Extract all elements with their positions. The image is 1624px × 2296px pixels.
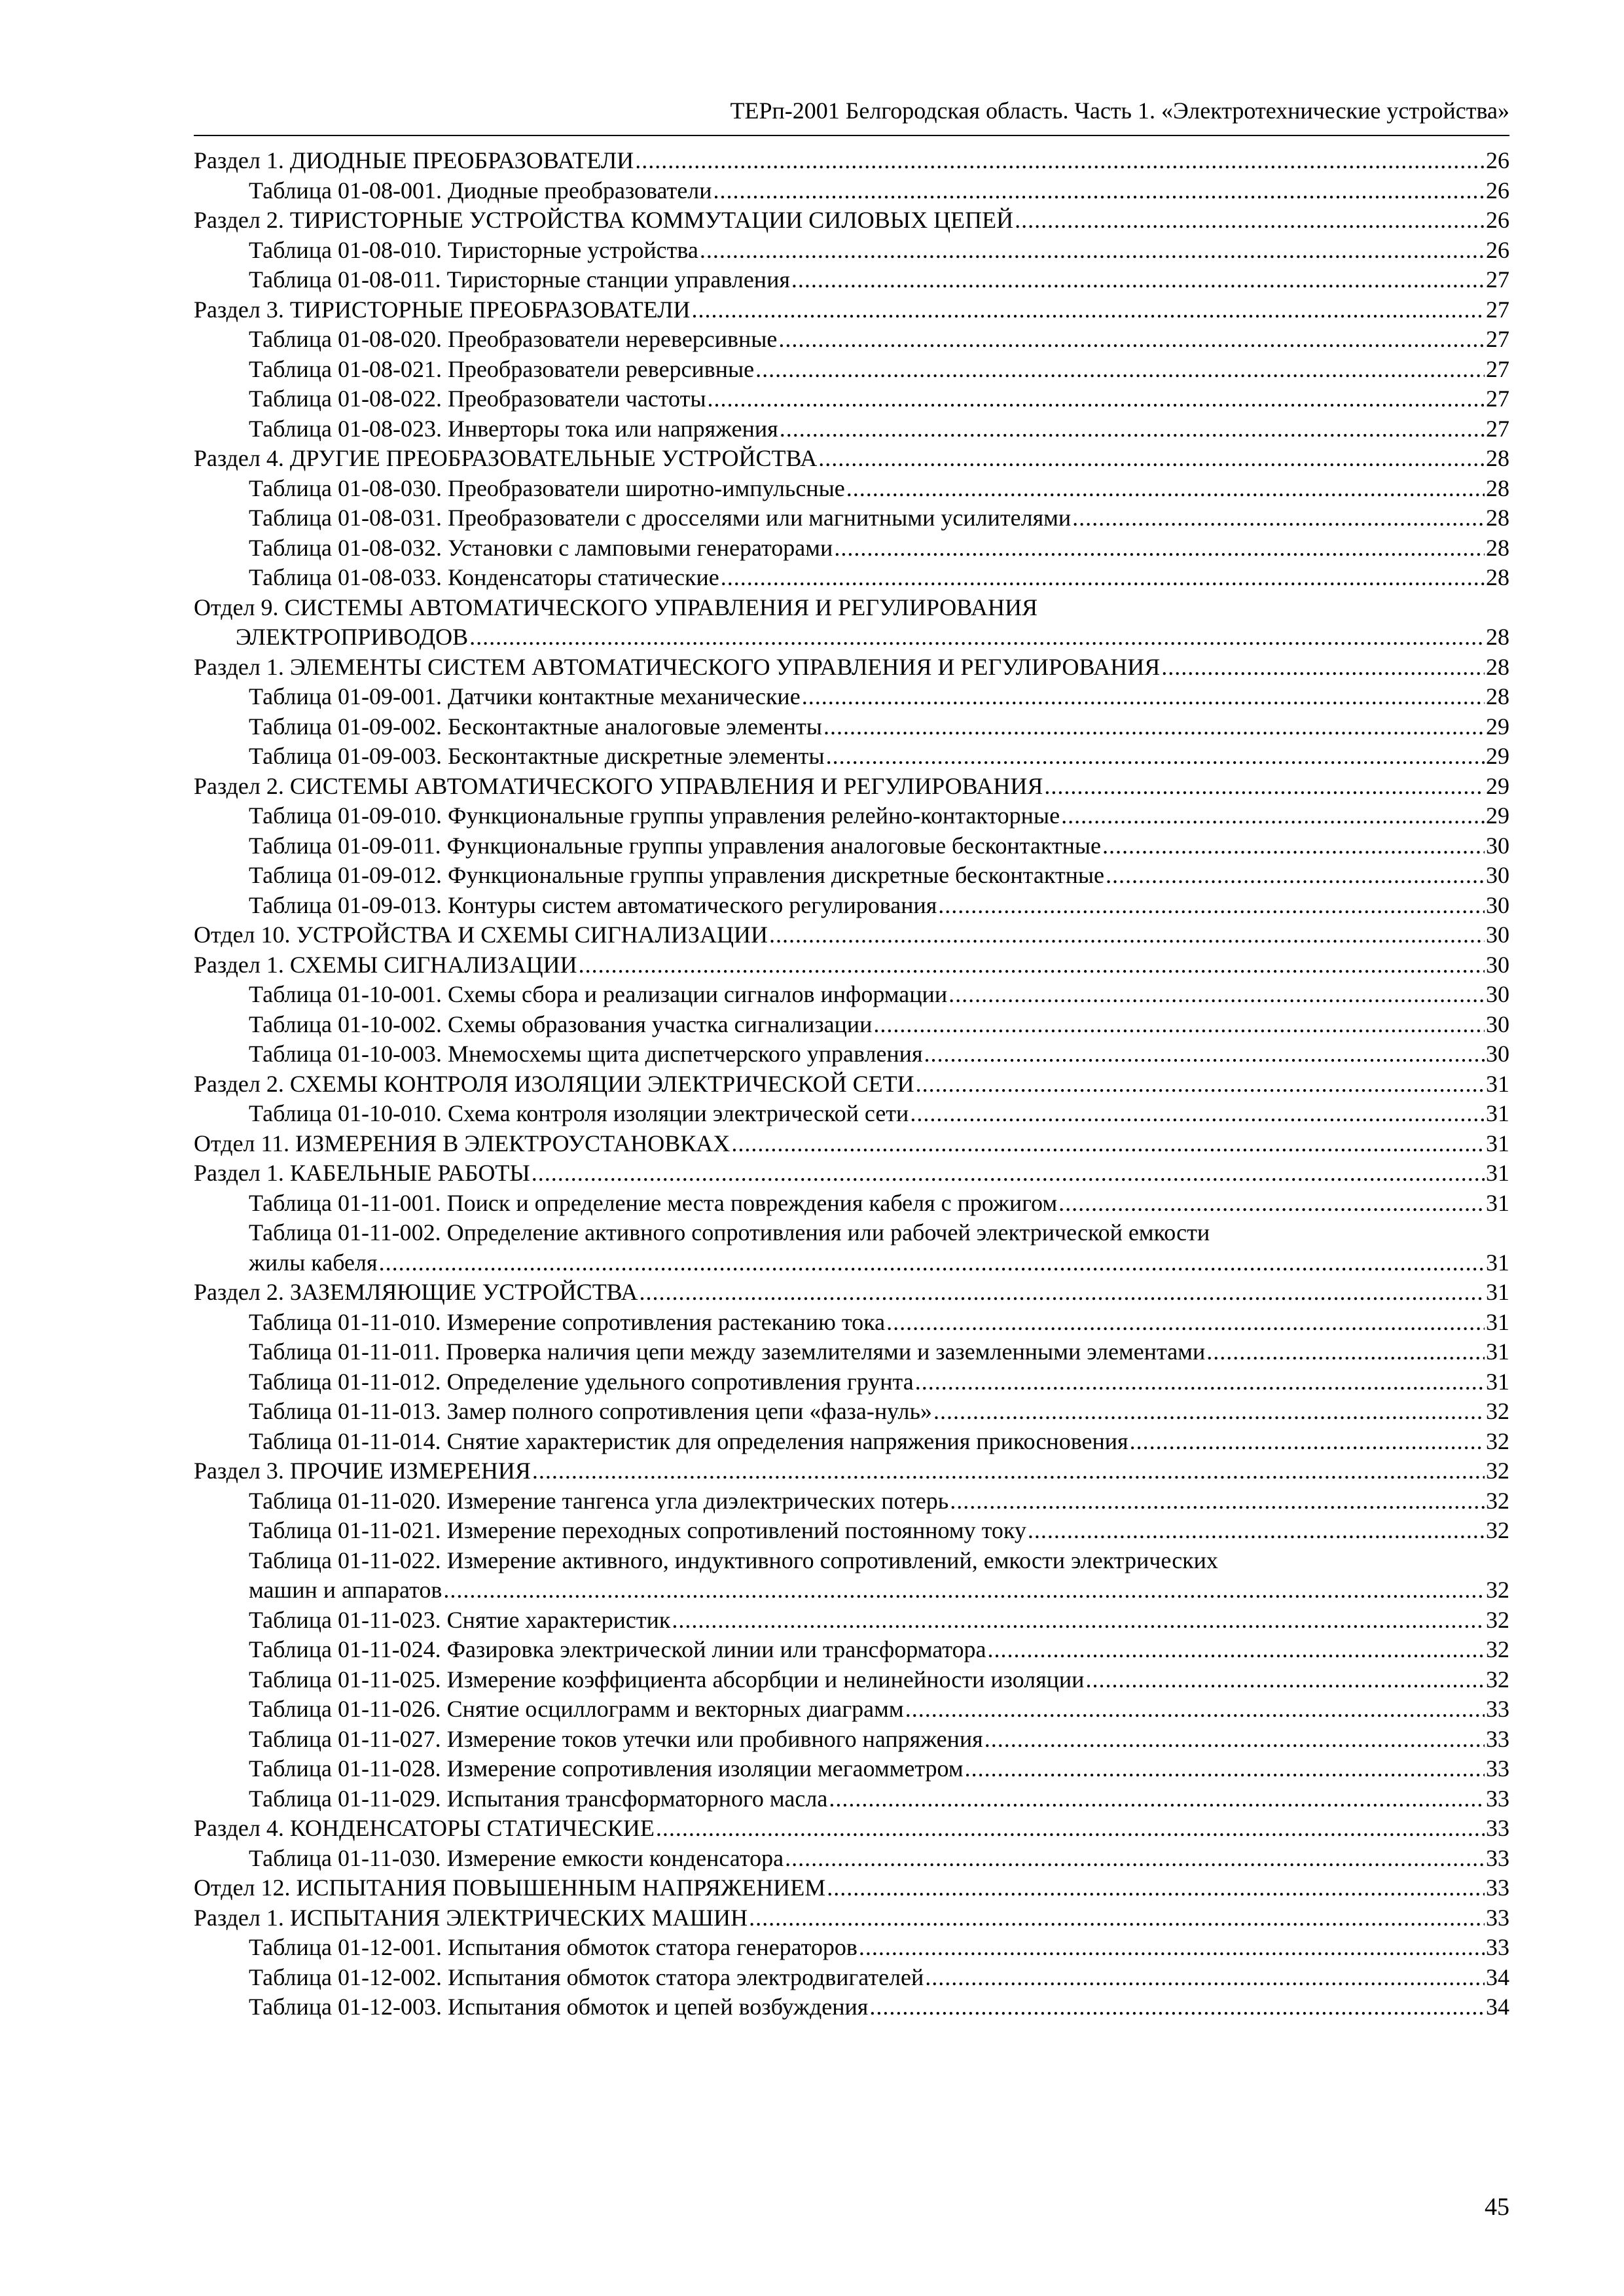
toc-page-number: 31 xyxy=(1486,1368,1509,1395)
dot-leader xyxy=(769,921,1485,948)
toc-table-entry-title: Таблица 01-08-001. Диодные преобразователи xyxy=(249,177,712,204)
toc-page-number: 26 xyxy=(1486,207,1509,233)
toc-table-entry[interactable] xyxy=(194,1666,1509,1696)
toc-table-entry[interactable] xyxy=(194,980,1509,1011)
toc-page-number: 28 xyxy=(1486,564,1509,590)
toc-table-entry-title: Таблица 01-12-001. Испытания обмоток статора генераторов xyxy=(249,1934,857,1960)
dot-leader xyxy=(780,415,1485,442)
toc-page-number: 31 xyxy=(1486,1100,1509,1126)
toc-table-entry[interactable] xyxy=(194,534,1509,564)
toc-table-entry[interactable] xyxy=(194,1725,1509,1755)
dot-leader xyxy=(924,1040,1485,1067)
dot-leader xyxy=(731,1130,1485,1157)
toc-section-entry[interactable] xyxy=(194,444,1509,475)
toc-table-entry-title: Таблица 01-08-010. Тиристорные устройства xyxy=(249,236,698,263)
dot-leader xyxy=(749,1904,1485,1931)
toc-page-number: 33 xyxy=(1486,1874,1509,1901)
toc-page-number: 31 xyxy=(1486,1279,1509,1305)
toc-department-entry[interactable] xyxy=(194,921,1509,951)
dot-leader xyxy=(785,1844,1485,1872)
dot-leader xyxy=(873,1011,1485,1038)
toc-table-entry-title: Таблица 01-12-002. Испытания обмоток статора электродвигателей xyxy=(249,1964,924,1990)
dot-leader xyxy=(950,1487,1485,1515)
toc-section-entry-title: Раздел 2. ТИРИСТОРНЫЕ УСТРОЙСТВА КОММУТАЦИИ СИЛОВЫХ ЦЕПЕЙ xyxy=(194,207,1014,233)
toc-page-number: 31 xyxy=(1486,1160,1509,1186)
toc-table-entry-title: Таблица 01-11-026. Снятие осциллограмм и векторных диаграмм xyxy=(249,1696,904,1722)
toc-page-number: 28 xyxy=(1486,624,1509,650)
dot-leader xyxy=(915,1368,1485,1395)
toc-page-number: 28 xyxy=(1486,653,1509,680)
page-number: 45 xyxy=(1485,2193,1509,2221)
dot-leader xyxy=(532,1159,1485,1187)
dot-leader xyxy=(1102,832,1485,859)
toc-section-entry-title: Раздел 1. ДИОДНЫЕ ПРЕОБРАЗОВАТЕЛИ xyxy=(194,147,634,173)
toc-section-entry[interactable] xyxy=(194,147,1509,177)
toc-table-entry-title: Таблица 01-10-002. Схемы образования участка сигнализации xyxy=(249,1011,873,1037)
dot-leader xyxy=(938,891,1485,919)
toc-page-number: 28 xyxy=(1486,505,1509,531)
dot-leader xyxy=(859,1933,1485,1961)
dot-leader xyxy=(925,1964,1485,1991)
toc-table-entry[interactable] xyxy=(194,1516,1509,1547)
dot-leader xyxy=(639,1278,1485,1306)
dot-leader xyxy=(700,236,1485,264)
toc-page-number: 28 xyxy=(1486,445,1509,471)
toc-table-entry-title: Таблица 01-08-022. Преобразователи частоты xyxy=(249,386,706,412)
toc-table-entry[interactable] xyxy=(194,1993,1509,2023)
dot-leader xyxy=(1106,861,1485,889)
toc-section-entry[interactable] xyxy=(194,1904,1509,1934)
toc-section-entry-title: Раздел 4. КОНДЕНСАТОРЫ СТАТИЧЕСКИЕ xyxy=(194,1815,655,1841)
toc-table-entry-title: Таблица 01-09-013. Контуры систем автоматического регулирования xyxy=(249,891,937,918)
dot-leader xyxy=(869,1993,1485,2020)
dot-leader xyxy=(829,1785,1485,1812)
toc-page-number: 31 xyxy=(1486,1308,1509,1335)
toc-section-entry[interactable] xyxy=(194,1159,1509,1189)
toc-page-number: 30 xyxy=(1486,1011,1509,1037)
toc-table-entry[interactable] xyxy=(194,1397,1509,1427)
dot-leader xyxy=(916,1070,1485,1098)
toc-table-entry-title: Таблица 01-11-029. Испытания трансформаторного масла xyxy=(249,1785,828,1812)
toc-section-entry[interactable] xyxy=(194,296,1509,326)
toc-page-number: 33 xyxy=(1486,1844,1509,1871)
toc-table-entry[interactable] xyxy=(194,177,1509,207)
dot-leader xyxy=(1058,1189,1485,1217)
toc-page-number: 32 xyxy=(1486,1577,1509,1603)
toc-table-entry[interactable] xyxy=(194,325,1509,355)
toc-page-number: 34 xyxy=(1486,1994,1509,2020)
toc-table-entry-title: Таблица 01-11-011. Проверка наличия цепи между заземлителями и заземленными элементами xyxy=(249,1338,1206,1365)
toc-page-number: 27 xyxy=(1486,326,1509,352)
toc-table-entry[interactable] xyxy=(194,504,1509,534)
table-of-contents xyxy=(194,147,1509,2023)
toc-section-entry[interactable] xyxy=(194,951,1509,981)
toc-table-entry-title: Таблица 01-11-012. Определение удельного сопротивления грунта xyxy=(249,1368,914,1395)
toc-table-entry[interactable] xyxy=(194,1606,1509,1636)
dot-leader xyxy=(802,683,1485,710)
toc-table-entry[interactable] xyxy=(194,355,1509,386)
toc-page-number: 31 xyxy=(1486,1338,1509,1365)
toc-section-entry-title: Раздел 1. ЭЛЕМЕНТЫ СИСТЕМ АВТОМАТИЧЕСКОГО УПРАВЛЕНИЯ И РЕГУЛИРОВАНИЯ xyxy=(194,653,1161,680)
toc-section-entry-title: Раздел 2. СИСТЕМЫ АВТОМАТИЧЕСКОГО УПРАВЛЕНИЯ И РЕГУЛИРОВАНИЯ xyxy=(194,772,1043,799)
toc-table-entry-title: Таблица 01-11-027. Измерение токов утечки или пробивного напряжения xyxy=(249,1725,983,1752)
toc-table-entry[interactable] xyxy=(194,1487,1509,1517)
toc-table-entry-title: Таблица 01-11-028. Измерение сопротивления изоляции мегаомметром xyxy=(249,1755,964,1782)
dot-leader xyxy=(827,1874,1485,1901)
toc-table-entry[interactable] xyxy=(194,891,1509,922)
dot-leader xyxy=(635,147,1485,174)
toc-table-entry[interactable] xyxy=(194,1576,1509,1606)
toc-table-entry[interactable] xyxy=(194,832,1509,862)
toc-table-entry-title: Таблица 01-09-003. Бесконтактные дискретные элементы xyxy=(249,743,825,769)
dot-leader xyxy=(818,444,1485,472)
toc-section-entry-title: Раздел 3. ПРОЧИЕ ИЗМЕРЕНИЯ xyxy=(194,1458,531,1484)
dot-leader xyxy=(755,355,1485,383)
dot-leader xyxy=(713,177,1485,204)
toc-table-entry-title: Таблица 01-11-025. Измерение коэффициента абсорбции и нелинейности изоляции xyxy=(249,1666,1085,1693)
header-rule xyxy=(194,135,1509,136)
dot-leader xyxy=(469,623,1485,651)
toc-table-entry-title: Таблица 01-11-021. Измерение переходных сопротивлений постоянному току xyxy=(249,1517,1026,1543)
toc-section-entry[interactable] xyxy=(194,1070,1509,1100)
toc-table-entry-title: Таблица 01-08-032. Установки с ламповыми генераторами xyxy=(249,534,833,561)
dot-leader xyxy=(948,980,1485,1008)
toc-page-number: 27 xyxy=(1486,296,1509,323)
toc-department-entry[interactable] xyxy=(194,1874,1509,1904)
toc-table-entry-title: Таблица 01-08-030. Преобразователи широтно-импульсные xyxy=(249,475,845,501)
toc-page-number: 33 xyxy=(1486,1696,1509,1722)
toc-page-number: 30 xyxy=(1486,891,1509,918)
dot-leader xyxy=(1206,1338,1485,1365)
toc-table-entry[interactable] xyxy=(194,475,1509,505)
dot-leader xyxy=(672,1606,1485,1634)
dot-leader xyxy=(1072,504,1485,531)
toc-page-number: 32 xyxy=(1486,1427,1509,1454)
toc-table-entry-title: Таблица 01-08-031. Преобразователи с дросселями или магнитными усилителями xyxy=(249,505,1072,531)
dot-leader xyxy=(532,1457,1485,1484)
toc-table-entry[interactable] xyxy=(194,1933,1509,1964)
dot-leader xyxy=(886,1308,1485,1336)
toc-page-number: 31 xyxy=(1486,1189,1509,1216)
toc-page-number: 33 xyxy=(1486,1785,1509,1812)
toc-page-number: 27 xyxy=(1486,355,1509,382)
dot-leader xyxy=(443,1576,1485,1604)
toc-page-number: 31 xyxy=(1486,1249,1509,1276)
toc-page-number: 26 xyxy=(1486,177,1509,204)
toc-table-entry[interactable] xyxy=(194,1249,1509,1279)
toc-page-number: 28 xyxy=(1486,534,1509,561)
toc-page-number: 33 xyxy=(1486,1755,1509,1782)
toc-table-entry[interactable] xyxy=(194,713,1509,743)
dot-leader xyxy=(1130,1427,1485,1455)
toc-page-number: 32 xyxy=(1486,1606,1509,1633)
toc-table-entry[interactable] xyxy=(194,1100,1509,1130)
dot-leader xyxy=(1028,1516,1485,1544)
dot-leader xyxy=(933,1397,1485,1425)
toc-table-entry-title: Таблица 01-09-010. Функциональные группы управления релейно-контакторные xyxy=(249,802,1060,829)
dot-leader xyxy=(791,266,1485,293)
toc-page-number: 32 xyxy=(1486,1517,1509,1543)
toc-page-number: 31 xyxy=(1486,1130,1509,1157)
dot-leader xyxy=(579,951,1485,978)
toc-table-entry-title: Таблица 01-10-010. Схема контроля изоляции электрической сети xyxy=(249,1100,909,1126)
toc-section-entry-title: Раздел 2. ЗАЗЕМЛЯЮЩИЕ УСТРОЙСТВА xyxy=(194,1279,638,1305)
toc-section-entry[interactable] xyxy=(194,1457,1509,1487)
toc-table-entry-title: Таблица 01-10-001. Схемы сбора и реализации сигналов информации xyxy=(249,981,948,1007)
toc-page-number: 30 xyxy=(1486,862,1509,888)
toc-page-number: 33 xyxy=(1486,1725,1509,1752)
toc-page-number: 28 xyxy=(1486,683,1509,709)
toc-department-entry-title-continuation: ЭЛЕКТРОПРИВОДОВ xyxy=(236,624,469,650)
toc-table-entry[interactable] xyxy=(194,564,1509,594)
dot-leader xyxy=(1161,653,1485,681)
toc-page-number: 32 xyxy=(1486,1487,1509,1514)
dot-leader xyxy=(823,713,1485,740)
dot-leader xyxy=(834,534,1485,562)
toc-section-entry-title: Раздел 2. СХЕМЫ КОНТРОЛЯ ИЗОЛЯЦИИ ЭЛЕКТРИЧЕСКОЙ СЕТИ xyxy=(194,1070,914,1097)
toc-table-entry-title: Таблица 01-11-024. Фазировка электрической линии или трансформатора xyxy=(249,1636,986,1662)
toc-table-entry-title: Таблица 01-12-003. Испытания обмоток и цепей возбуждения xyxy=(249,1994,869,2020)
toc-section-entry[interactable] xyxy=(194,206,1509,236)
toc-table-entry-title: Таблица 01-11-001. Поиск и определение места повреждения кабеля с прожигом xyxy=(249,1189,1058,1216)
toc-table-entry[interactable] xyxy=(194,1011,1509,1041)
toc-table-entry[interactable] xyxy=(194,861,1509,891)
toc-table-entry[interactable] xyxy=(194,1964,1509,1994)
toc-table-entry[interactable] xyxy=(194,683,1509,713)
dot-leader xyxy=(965,1755,1485,1782)
toc-table-entry-title: Таблица 01-11-010. Измерение сопротивления растеканию тока xyxy=(249,1308,886,1335)
toc-department-entry-title: Отдел 10. УСТРОЙСТВА И СХЕМЫ СИГНАЛИЗАЦИИ xyxy=(194,922,768,948)
toc-table-entry-title: Таблица 01-11-014. Снятие характеристик для определения напряжения прикосновения xyxy=(249,1427,1128,1454)
toc-section-entry-title: Раздел 1. ИСПЫТАНИЯ ЭЛЕКТРИЧЕСКИХ МАШИН xyxy=(194,1904,748,1931)
toc-page-number: 30 xyxy=(1486,981,1509,1007)
toc-table-entry[interactable] xyxy=(194,1785,1509,1815)
toc-table-entry[interactable] xyxy=(194,742,1509,772)
dot-leader xyxy=(1015,206,1485,234)
dot-leader xyxy=(692,296,1485,323)
toc-page-number: 26 xyxy=(1486,236,1509,263)
toc-department-entry-title: Отдел 11. ИЗМЕРЕНИЯ В ЭЛЕКТРОУСТАНОВКАХ xyxy=(194,1130,731,1157)
toc-table-entry[interactable] xyxy=(194,1368,1509,1398)
dot-leader xyxy=(984,1725,1485,1753)
dot-leader xyxy=(905,1695,1485,1723)
toc-section-entry-title: Раздел 1. СХЕМЫ СИГНАЛИЗАЦИИ xyxy=(194,951,577,978)
toc-table-entry-title-continuation: жилы кабеля xyxy=(249,1249,378,1276)
toc-page-number: 30 xyxy=(1486,951,1509,978)
toc-table-entry-title: Таблица 01-08-011. Тиристорные станции управления xyxy=(249,266,790,293)
dot-leader xyxy=(1044,772,1485,800)
dot-leader xyxy=(846,475,1485,502)
dot-leader xyxy=(656,1814,1485,1842)
toc-table-entry[interactable] xyxy=(194,1427,1509,1458)
toc-page-number: 26 xyxy=(1486,147,1509,173)
toc-table-entry-title: Таблица 01-10-003. Мнемосхемы щита диспетчерского управления xyxy=(249,1041,923,1067)
toc-page-number: 28 xyxy=(1486,475,1509,501)
toc-page-number: 29 xyxy=(1486,772,1509,799)
toc-table-entry-title: Таблица 01-11-020. Измерение тангенса угла диэлектрических потерь xyxy=(249,1487,949,1514)
toc-table-entry[interactable] xyxy=(194,1844,1509,1874)
toc-page-number: 29 xyxy=(1486,743,1509,769)
toc-table-entry[interactable] xyxy=(194,236,1509,266)
toc-page-number: 33 xyxy=(1486,1904,1509,1931)
toc-section-entry[interactable] xyxy=(194,653,1509,683)
toc-table-entry-title: Таблица 01-11-013. Замер полного сопротивления цепи «фаза-нуль» xyxy=(249,1398,932,1424)
toc-page-number: 27 xyxy=(1486,386,1509,412)
toc-department-entry-title: Отдел 12. ИСПЫТАНИЯ ПОВЫШЕННЫМ НАПРЯЖЕНИЕМ xyxy=(194,1874,826,1901)
toc-section-entry[interactable] xyxy=(194,772,1509,802)
dot-leader xyxy=(708,385,1485,412)
toc-page-number: 32 xyxy=(1486,1636,1509,1662)
toc-table-entry-title-continuation: машин и аппаратов xyxy=(249,1577,442,1603)
toc-table-entry[interactable] xyxy=(194,802,1509,832)
toc-page-number: 34 xyxy=(1486,1964,1509,1990)
toc-table-entry-title: Таблица 01-08-033. Конденсаторы статические xyxy=(249,564,719,590)
toc-page-number: 32 xyxy=(1486,1666,1509,1693)
toc-section-entry-title: Раздел 1. КАБЕЛЬНЫЕ РАБОТЫ xyxy=(194,1160,530,1186)
toc-page-number: 32 xyxy=(1486,1458,1509,1484)
toc-department-entry-title: Отдел 9. СИСТЕМЫ АВТОМАТИЧЕСКОГО УПРАВЛЕНИЯ И РЕГУЛИРОВАНИЯ xyxy=(194,594,1038,620)
toc-department-entry[interactable] xyxy=(194,623,1509,653)
toc-table-entry[interactable] xyxy=(194,415,1509,445)
toc-department-entry[interactable] xyxy=(194,1130,1509,1160)
toc-section-entry[interactable] xyxy=(194,1814,1509,1844)
dot-leader xyxy=(826,742,1485,770)
toc-table-entry-title: Таблица 01-11-030. Измерение емкости конденсатора xyxy=(249,1844,784,1871)
toc-table-entry[interactable] xyxy=(194,1040,1509,1070)
toc-table-entry-title: Таблица 01-09-011. Функциональные группы управления аналоговые бесконтактные xyxy=(249,832,1102,859)
dot-leader xyxy=(1061,802,1485,829)
dot-leader xyxy=(778,325,1485,353)
toc-page-number: 33 xyxy=(1486,1815,1509,1841)
toc-page-number: 30 xyxy=(1486,922,1509,948)
toc-table-entry[interactable] xyxy=(194,1308,1509,1338)
dot-leader xyxy=(910,1100,1485,1127)
toc-table-entry[interactable] xyxy=(194,1636,1509,1666)
toc-page-number: 33 xyxy=(1486,1934,1509,1960)
toc-page-number: 29 xyxy=(1486,802,1509,829)
toc-table-entry-title: Таблица 01-11-002. Определение активного сопротивления или рабочей электрической емкости xyxy=(249,1219,1210,1246)
toc-section-entry[interactable] xyxy=(194,1278,1509,1308)
toc-page-number: 27 xyxy=(1486,415,1509,442)
toc-table-entry-title: Таблица 01-11-022. Измерение активного, индуктивного сопротивлений, емкости электрических xyxy=(249,1547,1218,1573)
toc-table-entry[interactable] xyxy=(194,1695,1509,1725)
toc-table-entry-title: Таблица 01-11-023. Снятие характеристик xyxy=(249,1606,671,1633)
toc-table-entry-title: Таблица 01-08-021. Преобразователи реверсивные xyxy=(249,355,755,382)
toc-page-number: 27 xyxy=(1486,266,1509,293)
running-header: ТЕРп-2001 Белгородская область. Часть 1. «Электротехнические устройства» xyxy=(730,98,1509,124)
toc-table-entry-title: Таблица 01-09-012. Функциональные группы управления дискретные бесконтактные xyxy=(249,862,1105,888)
toc-table-entry[interactable] xyxy=(194,1755,1509,1785)
dot-leader xyxy=(987,1636,1485,1663)
toc-table-entry[interactable] xyxy=(194,1189,1509,1219)
toc-table-entry-title: Таблица 01-08-020. Преобразователи нереверсивные xyxy=(249,326,778,352)
toc-section-entry-title: Раздел 3. ТИРИСТОРНЫЕ ПРЕОБРАЗОВАТЕЛИ xyxy=(194,296,691,323)
toc-page-number: 30 xyxy=(1486,1041,1509,1067)
toc-page-number: 32 xyxy=(1486,1398,1509,1424)
toc-table-entry[interactable] xyxy=(194,1338,1509,1368)
toc-table-entry[interactable] xyxy=(194,266,1509,296)
toc-page-number: 31 xyxy=(1486,1070,1509,1097)
dot-leader xyxy=(1085,1666,1485,1693)
toc-page-number: 30 xyxy=(1486,832,1509,859)
toc-section-entry-title: Раздел 4. ДРУГИЕ ПРЕОБРАЗОВАТЕЛЬНЫЕ УСТРОЙСТВА xyxy=(194,445,818,471)
toc-page-number: 29 xyxy=(1486,713,1509,740)
toc-table-entry[interactable] xyxy=(194,385,1509,415)
dot-leader xyxy=(721,564,1485,591)
toc-table-entry-title: Таблица 01-09-001. Датчики контактные механические xyxy=(249,683,801,709)
dot-leader xyxy=(379,1249,1485,1276)
toc-table-entry-title: Таблица 01-09-002. Бесконтактные аналоговые элементы xyxy=(249,713,822,740)
toc-table-entry-title: Таблица 01-08-023. Инверторы тока или напряжения xyxy=(249,415,778,442)
